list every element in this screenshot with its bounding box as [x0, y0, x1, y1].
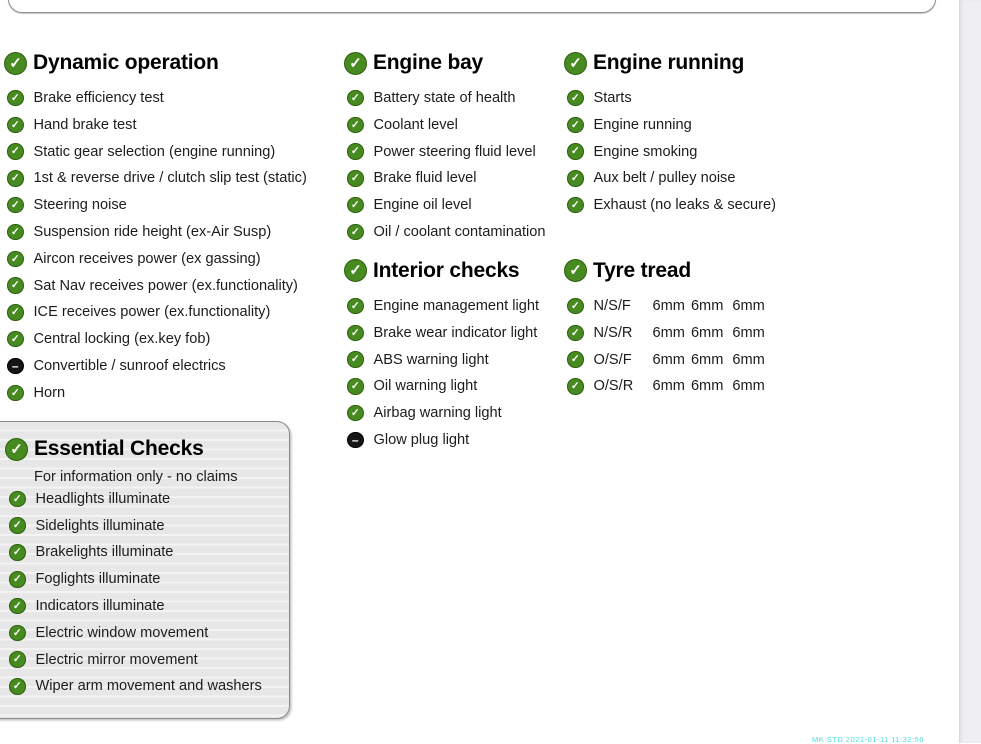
section-tyre-tread	[564, 256, 798, 400]
check-item-label: Headlights illuminate	[35, 490, 171, 507]
check-circle-icon: ✓	[9, 625, 26, 642]
tread-depth-value: 6mm	[732, 297, 765, 314]
tyre-tread-list	[564, 293, 798, 400]
check-item-label: Airbag warning light	[373, 405, 502, 422]
check-circle-icon: ✓	[7, 331, 24, 348]
right-gutter	[959, 0, 981, 743]
check-item-label: Static gear selection (engine running)	[33, 143, 276, 160]
engine-running-list	[564, 85, 798, 219]
column-middle	[344, 48, 562, 453]
check-circle-icon: ✓	[9, 544, 26, 561]
check-item-label: Coolant level	[373, 116, 458, 133]
check-item-label: O/S/F	[593, 351, 632, 368]
section-heading	[4, 48, 340, 78]
check-circle-icon: ✓	[9, 598, 26, 615]
check-item-label: Power steering fluid level	[373, 143, 536, 160]
check-item-label: Horn	[33, 384, 66, 401]
check-item-label: O/S/R	[593, 378, 634, 395]
section-interior-checks	[344, 256, 562, 453]
tread-depth-value: 6mm	[652, 297, 685, 314]
check-circle-icon: ✓	[344, 52, 367, 75]
check-circle-icon: ✓	[567, 351, 584, 368]
engine-bay-list	[344, 85, 562, 246]
check-circle-icon: ✓	[347, 224, 364, 241]
check-item	[347, 346, 562, 373]
check-circle-icon: ✓	[7, 304, 24, 321]
check-circle-icon: ✓	[567, 90, 584, 107]
section-heading	[5, 434, 204, 464]
check-circle-icon: ✓	[4, 52, 27, 75]
check-circle-icon: ✓	[344, 259, 367, 282]
check-circle-icon: ✓	[9, 517, 26, 534]
section-heading	[344, 48, 562, 78]
tread-depth-value: 6mm	[652, 324, 685, 341]
section-title: Engine running	[593, 51, 745, 74]
check-item	[567, 346, 798, 373]
section-heading	[344, 256, 562, 286]
check-item	[9, 486, 262, 513]
check-item-label: Brake wear indicator light	[373, 324, 538, 341]
check-circle-icon: ✓	[5, 438, 28, 461]
check-item	[7, 138, 340, 165]
check-item	[7, 219, 340, 246]
check-circle-icon: ✓	[7, 224, 24, 241]
check-item-label: Suspension ride height (ex-Air Susp)	[33, 223, 272, 240]
top-panel-remnant	[8, 0, 936, 13]
check-item	[347, 219, 562, 246]
check-item	[347, 165, 562, 192]
check-circle-icon: ✓	[9, 678, 26, 695]
check-item	[567, 138, 798, 165]
check-item	[9, 646, 262, 673]
check-item	[347, 85, 562, 112]
check-item	[9, 566, 262, 593]
tread-depth-value: 6mm	[690, 378, 724, 395]
check-item-label: Sidelights illuminate	[35, 517, 165, 534]
check-item	[7, 379, 340, 406]
check-circle-icon: ✓	[347, 170, 364, 187]
check-circle-icon: ✓	[9, 651, 26, 668]
check-item	[7, 326, 340, 353]
interior-checks-list	[344, 293, 562, 454]
check-item-label: Brake fluid level	[373, 170, 477, 187]
check-item-label: N/S/F	[593, 297, 631, 314]
check-item-label: Central locking (ex.key fob)	[33, 331, 211, 348]
check-item-label: Engine smoking	[593, 143, 698, 160]
column-right	[564, 48, 798, 400]
check-circle-icon: ✓	[347, 143, 364, 160]
check-item	[7, 299, 340, 326]
check-item	[7, 192, 340, 219]
check-circle-icon: ✓	[7, 143, 24, 160]
check-item-label: ICE receives power (ex.functionality)	[33, 304, 271, 321]
check-item	[347, 400, 562, 427]
check-circle-icon: ✓	[347, 298, 364, 315]
check-item	[567, 192, 798, 219]
check-item-label: Hand brake test	[33, 116, 137, 133]
check-item-label: Battery state of health	[373, 89, 516, 106]
check-item-label: 1st & reverse drive / clutch slip test (static)	[33, 170, 307, 187]
check-item-label: Aux belt / pulley noise	[593, 170, 736, 187]
check-circle-icon: ✓	[564, 52, 587, 75]
check-circle-icon: ✓	[347, 90, 364, 107]
tread-depth-value: 6mm	[690, 324, 724, 341]
tread-depth-value: 6mm	[652, 378, 685, 395]
check-item-label: Foglights illuminate	[35, 571, 161, 588]
check-item-label: ABS warning light	[373, 351, 489, 368]
check-item	[347, 138, 562, 165]
check-item-label: N/S/R	[593, 324, 633, 341]
check-item-label: Convertible / sunroof electrics	[33, 357, 226, 374]
check-item-label: Electric window movement	[35, 624, 209, 641]
check-item	[347, 293, 562, 320]
check-item	[567, 165, 798, 192]
check-circle-icon: ✓	[567, 378, 584, 395]
check-item	[567, 85, 798, 112]
check-item-label: Oil warning light	[373, 378, 478, 395]
timestamp-watermark: MK STD 2021-01-11 11:32:56	[812, 735, 924, 744]
check-circle-icon: ✓	[567, 325, 584, 342]
check-item	[567, 293, 798, 320]
check-circle-icon: ✓	[347, 405, 364, 422]
dynamic-operation-list	[4, 85, 340, 407]
check-item	[347, 427, 562, 454]
check-circle-icon: ✓	[347, 117, 364, 134]
check-item	[7, 245, 340, 272]
check-circle-icon: ✓	[7, 197, 24, 214]
check-item-label: Electric mirror movement	[35, 651, 198, 668]
check-item-label: Engine oil level	[373, 197, 472, 214]
check-circle-icon: ✓	[7, 385, 24, 402]
tread-depth-value: 6mm	[732, 378, 765, 395]
check-item-label: Glow plug light	[373, 431, 470, 448]
section-title: Tyre tread	[593, 258, 691, 282]
check-circle-icon: ✓	[564, 259, 587, 282]
check-item-label: Brakelights illuminate	[35, 544, 174, 561]
check-item	[9, 593, 262, 620]
check-item	[7, 272, 340, 299]
section-title: Dynamic operation	[33, 51, 219, 74]
check-item-label: Exhaust (no leaks & secure)	[593, 197, 777, 214]
check-item	[7, 85, 340, 112]
check-circle-icon: ✓	[567, 298, 584, 315]
section-heading	[564, 48, 798, 78]
check-item	[347, 111, 562, 138]
check-circle-icon: ✓	[347, 351, 364, 368]
section-heading	[564, 256, 798, 286]
check-item-label: Starts	[593, 89, 632, 106]
check-circle-icon: ✓	[7, 170, 24, 187]
check-item-label: Engine running	[593, 116, 692, 133]
check-item	[9, 539, 262, 566]
tread-depth-value: 6mm	[732, 324, 765, 341]
section-engine-running	[564, 48, 798, 219]
check-item-label: Indicators illuminate	[35, 598, 165, 615]
check-circle-icon: ✓	[347, 197, 364, 214]
check-circle-icon: ✓	[347, 325, 364, 342]
check-item	[7, 111, 340, 138]
dash-circle-icon: –	[347, 432, 364, 449]
check-item	[567, 319, 798, 346]
check-item-label: Oil / coolant contamination	[373, 223, 546, 240]
check-item	[567, 111, 798, 138]
dash-circle-icon: –	[7, 358, 24, 375]
check-item	[567, 373, 798, 400]
check-item	[9, 673, 262, 700]
column-left	[4, 48, 340, 406]
tread-depth-value: 6mm	[690, 297, 724, 314]
check-item	[347, 319, 562, 346]
section-engine-bay	[344, 48, 562, 245]
check-circle-icon: ✓	[347, 378, 364, 395]
check-item-label: Engine management light	[373, 297, 540, 314]
check-circle-icon: ✓	[7, 90, 24, 107]
check-item	[7, 353, 340, 380]
check-item	[347, 373, 562, 400]
check-item	[347, 192, 562, 219]
check-circle-icon: ✓	[567, 170, 584, 187]
section-title: Interior checks	[373, 258, 520, 282]
check-circle-icon: ✓	[9, 571, 26, 588]
check-item-label: Steering noise	[33, 197, 127, 214]
check-item	[9, 619, 262, 646]
check-item-label: Brake efficiency test	[33, 89, 164, 106]
check-circle-icon: ✓	[9, 491, 26, 508]
section-title: Engine bay	[373, 51, 484, 74]
check-circle-icon: ✓	[567, 197, 584, 214]
check-item	[9, 512, 262, 539]
check-circle-icon: ✓	[567, 117, 584, 134]
section-dynamic-operation	[4, 48, 340, 406]
check-circle-icon: ✓	[7, 251, 24, 268]
check-item	[7, 165, 340, 192]
check-circle-icon: ✓	[7, 277, 24, 294]
check-item-label: Wiper arm movement and washers	[35, 678, 262, 695]
section-title: Essential Checks	[34, 437, 204, 460]
check-item-label: Aircon receives power (ex gassing)	[33, 250, 261, 267]
essential-checks-note: For information only - no claims	[34, 469, 238, 485]
tread-depth-value: 6mm	[652, 351, 685, 368]
check-circle-icon: ✓	[567, 143, 584, 160]
check-item-label: Sat Nav receives power (ex.functionality)	[33, 277, 298, 294]
check-circle-icon: ✓	[7, 117, 24, 134]
essential-checks-list	[9, 486, 262, 700]
tread-depth-value: 6mm	[732, 351, 765, 368]
tread-depth-value: 6mm	[690, 351, 724, 368]
essential-checks-panel	[0, 421, 290, 719]
